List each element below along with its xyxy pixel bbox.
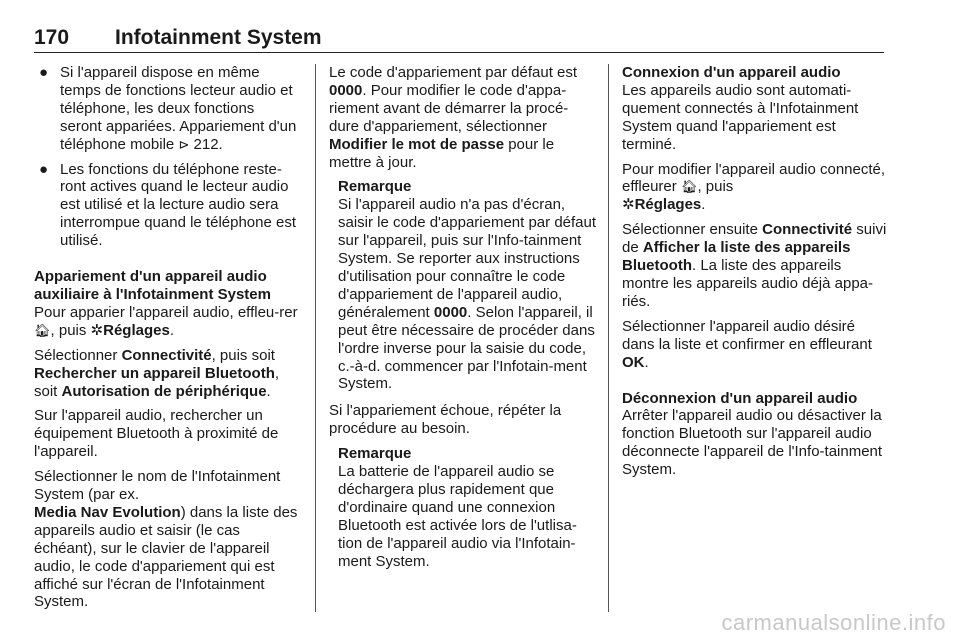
page-ref[interactable]: 212.	[193, 135, 223, 153]
page-header	[34, 26, 884, 53]
paragraph: Pour apparier l'appareil audio, effleu-rer 🏠︎, puis ✲Réglages.	[34, 303, 298, 339]
gear-icon: ✲	[622, 196, 635, 214]
paragraph: Sélectionner le nom de l'Infotainment System (par ex. Media Nav Evolution) dans la liste des appareils audio et saisir (le cas échéant), sur le clavier de l'appareil audio, le code d'appariement qui est affiché sur l'écran de l'Infotainment System.	[34, 468, 298, 611]
column-3	[622, 64, 890, 486]
watermark: carmanualsonline.info	[721, 610, 946, 635]
column-divider	[315, 64, 316, 612]
gear-icon: ✲	[90, 321, 104, 339]
paragraph: Les appareils audio sont automati-quement connectés à l'Infotainment System quand l'appariement est terminé.	[622, 81, 859, 153]
column-divider	[608, 64, 609, 612]
column-2	[329, 64, 597, 579]
paragraph: Sur l'appareil audio, rechercher un équipement Bluetooth à proximité de l'appareil.	[34, 407, 279, 461]
paragraph: Sélectionner ensuite Connectivité suivi de Afficher la liste des appareils Bluetooth. La liste des appareils montre les appareils audio déjà appa-riés.	[622, 221, 887, 310]
paragraph: Arrêter l'appareil audio ou désactiver la fonction Bluetooth sur l'appareil audio déconnecte l'appareil de l'Info-tainment System.	[622, 407, 883, 479]
page-number: 170	[34, 26, 70, 49]
section-heading: Connexion d'un appareil audio	[622, 64, 841, 81]
paragraph: Sélectionner l'appareil audio désiré dans la liste et confirmer en effleurant OK.	[622, 317, 872, 371]
note-box: Remarque La batterie de l'appareil audio se déchargera plus rapidement que d'ordinaire quand une connexion Bluetooth est activée lors de l'utlisa-tion de l'appareil audio via l'Infotain-ment System.	[329, 445, 597, 570]
paragraph: Sélectionner Connectivité, puis soit Rechercher un appareil Bluetooth, soit Autorisation de périphérique.	[34, 346, 280, 400]
arrow-ref-icon: ⊳	[178, 136, 190, 152]
bullet-item: ● Les fonctions du téléphone reste-ront actives quand le lecteur audio est utilisé et la lecture audio sera interrompue quand le téléphone est utilisé.	[39, 160, 297, 250]
note-box: Remarque Si l'appareil audio n'a pas d'écran, saisir le code d'appariement par défaut sur l'appareil, puis sur l'Info-tainment System. Se reporter aux instructions d'utilisation pour connaître le code d'appariement de l'appareil audio, généralement 0000. Selon l'appareil, il peut être nécessaire de procéder dans l'ordre inverse pour la saisie du code, c.-à-d. commencer par l'Infotain-ment System.	[338, 178, 597, 393]
section-heading: Appariement d'un appareil audio auxiliaire à l'Infotainment System	[34, 268, 271, 303]
section-heading: Déconnexion d'un appareil audio	[622, 389, 858, 407]
paragraph: Pour modifier l'appareil audio connecté, effleurer 🏠︎, puis ✲Réglages.	[622, 160, 886, 214]
bullet-icon: ●	[39, 160, 49, 178]
note-heading: Remarque	[338, 445, 412, 463]
paragraph: Si l'appariement échoue, répéter la procédure au besoin.	[329, 402, 562, 438]
column-1	[34, 64, 300, 618]
home-icon: 🏠︎	[34, 322, 51, 338]
bullet-icon: ●	[39, 64, 49, 81]
home-icon: 🏠︎	[680, 179, 698, 195]
bullet-item: ● Si l'appareil dispose en même temps de fonctions lecteur audio et téléphone, les deux fonctions seront appariées. Appariement d'un téléphone mobile ⊳ 212.	[39, 64, 297, 153]
page-title: Infotainment System	[115, 26, 322, 49]
note-heading: Remarque	[338, 178, 412, 196]
paragraph: Le code d'appariement par défaut est 0000. Pour modifier le code d'appa-riement avant de démarrer la procé-dure d'appariement, sélectionner Modifier le mot de passe pour le mettre à jour.	[329, 64, 578, 171]
